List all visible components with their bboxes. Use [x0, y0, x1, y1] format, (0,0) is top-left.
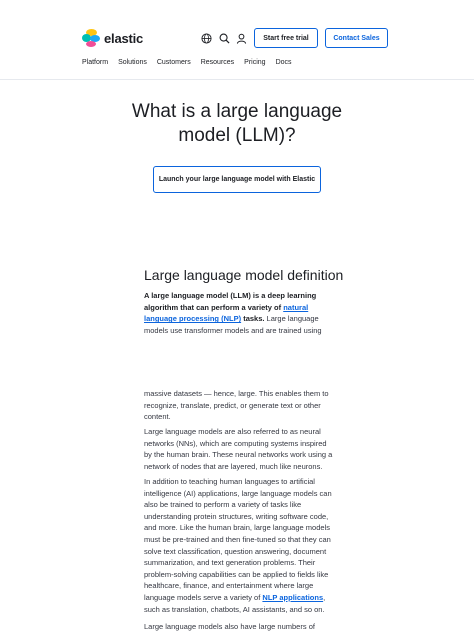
launch-llm-button[interactable]: Launch your large language model with Elastic	[153, 166, 321, 193]
para3-start: In addition to teaching human languages to artificial intelligence (AI) applications, large language models can also be trained to perform a variety of tasks like understanding protein structures, writing software code, and more. Like the human brain, large language models must be pre-trained and then fine-tuned so that they can solve text classification, question answering, document summarization, and text generation problems. Their problem-solving capabilities can be applied to fields like healthcare, finance, and entertainment where large language models serve a variety of	[144, 477, 332, 602]
intro-bold-start: A large language model (LLM) is a deep learning algorithm that can perform a variety of	[144, 291, 317, 312]
section-heading: Large language model definition	[144, 267, 344, 283]
paragraph-applications	[144, 476, 334, 615]
elastic-logo[interactable]	[82, 29, 143, 47]
intro-paragraph	[144, 290, 334, 336]
nav-item-customers[interactable]: Customers	[156, 59, 191, 66]
nav-item-resources[interactable]: Resources	[200, 59, 235, 66]
nav-item-pricing[interactable]: Pricing	[244, 59, 266, 66]
nav-item-platform[interactable]: Platform	[82, 59, 109, 66]
contact-sales-button[interactable]: Contact Sales	[325, 28, 388, 48]
brand-name: elastic	[104, 30, 144, 46]
search-icon[interactable]	[217, 31, 231, 45]
user-icon[interactable]	[234, 31, 248, 45]
nav-item-solutions[interactable]: Solutions	[118, 59, 147, 66]
main-nav	[82, 59, 302, 66]
site-header	[0, 0, 474, 80]
start-free-trial-button[interactable]: Start free trial	[254, 28, 318, 48]
para3-end: , such as translation, chatbots, AI assistants, and so on.	[144, 592, 326, 614]
intro-rest: Large language models use transformer models and are trained using	[144, 314, 322, 335]
nlp-link[interactable]: natural language processing (NLP)	[144, 302, 309, 324]
paragraph-parameters: Large language models also have large numbers of	[144, 622, 315, 631]
elastic-logo-icon	[82, 29, 100, 47]
page-title: What is a large language model (LLM)?	[131, 101, 343, 146]
nlp-applications-link[interactable]: NLP applications	[262, 592, 324, 602]
intro-bold-end: tasks.	[241, 314, 265, 324]
paragraph-neural-networks: Large language models are also referred to as neural networks (NNs), which are computing systems inspired by the human brain. These neural networks work using a network of nodes that are layered, much like neurons.	[144, 427, 333, 471]
paragraph-datasets: massive datasets — hence, large. This enables them to recognize, translate, predict, or generate text or other content.	[144, 389, 329, 422]
nav-item-docs[interactable]: Docs	[275, 59, 292, 66]
globe-icon[interactable]	[199, 31, 213, 45]
